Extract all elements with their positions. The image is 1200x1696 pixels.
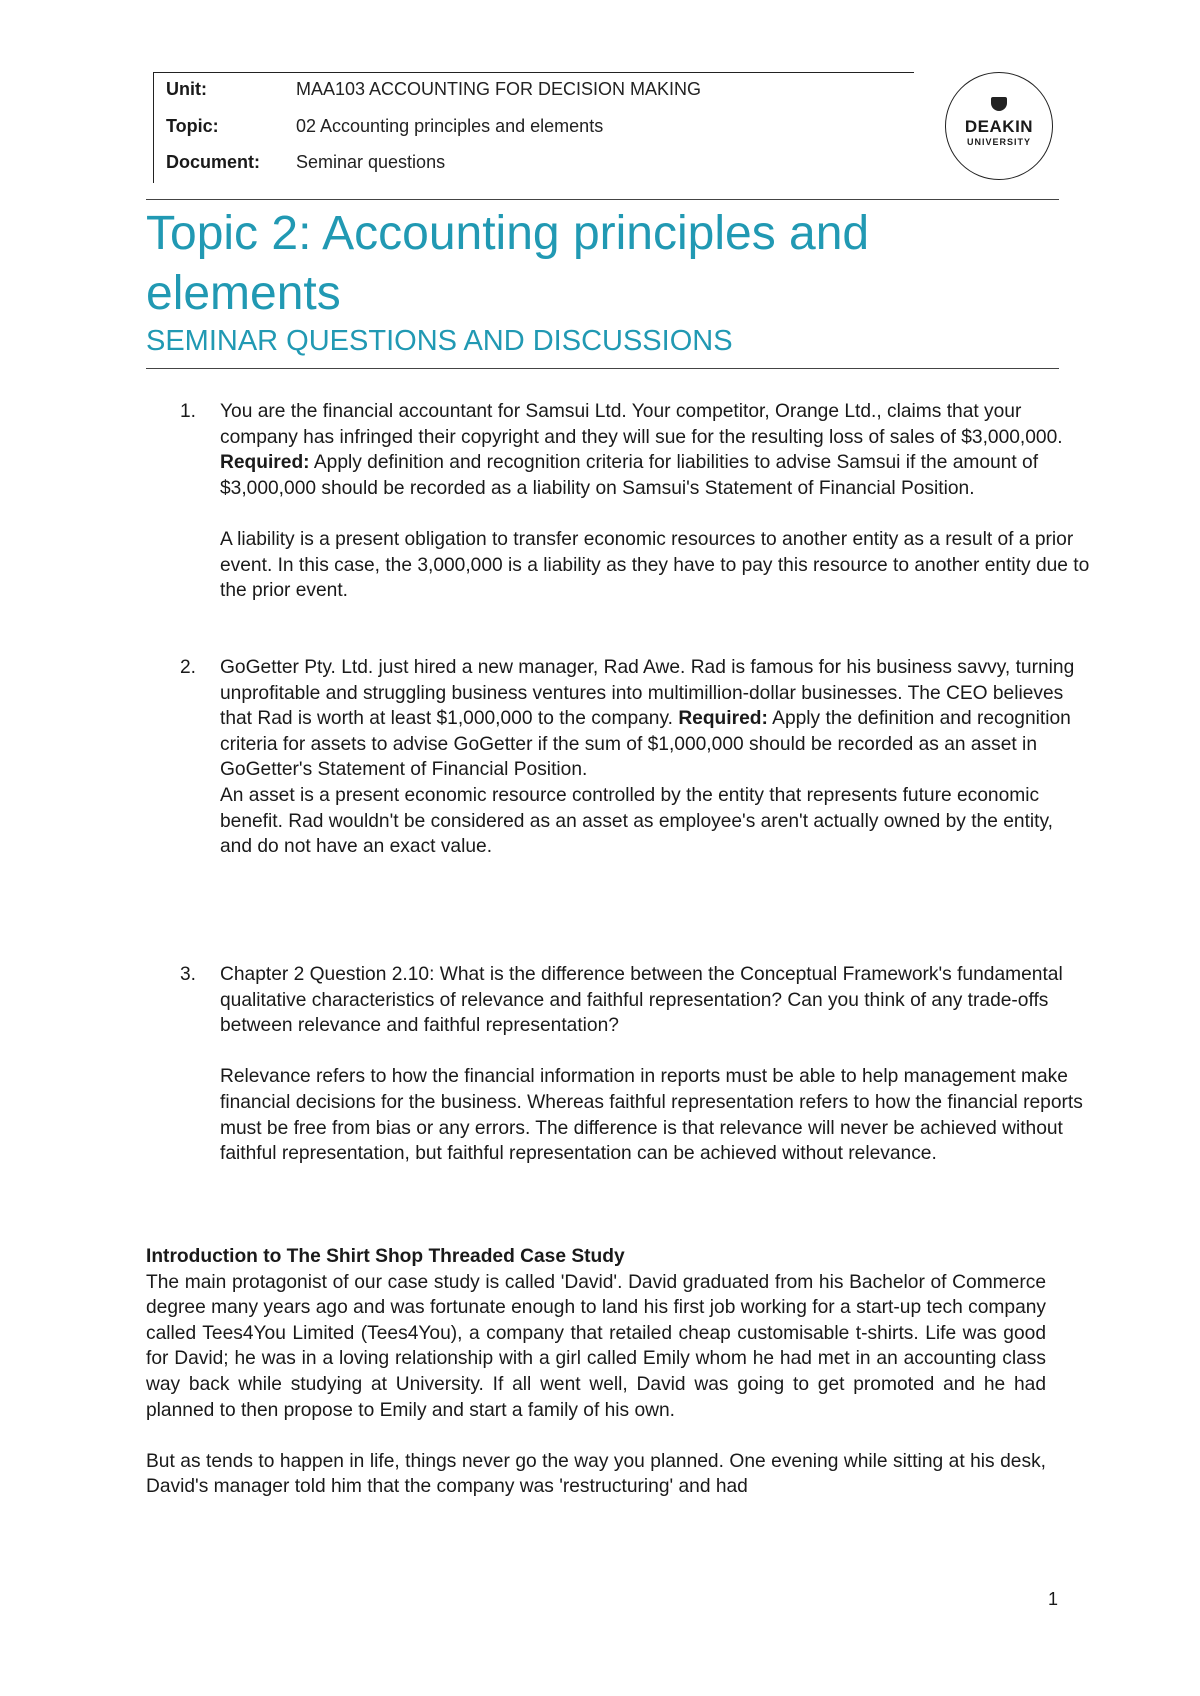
document-header-table (153, 72, 914, 183)
question-3-answer: Relevance refers to how the financial information in reports must be able to help management make financial decisions for the business. Whereas faithful representation refers to how the financial reports must be free from bias or any errors. The difference is that relevance will never be achieved without faithful representation, but faithful representation can be achieved without relevance. (220, 1066, 1083, 1165)
question-1-number: 1. (180, 401, 197, 422)
page-title: Topic 2: Accounting principles and elements (146, 207, 870, 320)
required-label: Required: (220, 452, 310, 474)
question-1 (220, 399, 1090, 604)
document-label: Document: (166, 152, 260, 172)
title-divider (146, 368, 1059, 369)
question-3-number: 3. (180, 964, 197, 985)
question-1-answer: A liability is a present obligation to transfer economic resources to another entity as a result of a prior event. In this case, the 3,000,000 is a liability as they have to pay this resource to another entity due to the prior event. (220, 528, 1090, 602)
unit-value: MAA103 ACCOUNTING FOR DECISION MAKING (296, 79, 702, 99)
logo-name: DEAKIN (964, 117, 1034, 136)
question-2-text-start: GoGetter Pty. Ltd. just hired a new manager, Rad Awe. Rad is famous for his business savvy, turning unprofitable and struggling business ventures into multimillion-dollar businesses. The CEO believes that Rad is worth at least $1,000,000 to the company. (220, 657, 1075, 730)
page-number: 1 (1048, 1589, 1059, 1609)
page-subtitle: SEMINAR QUESTIONS AND DISCUSSIONS (146, 325, 733, 357)
question-1-text-start: You are the financial accountant for Samsui Ltd. Your competitor, Orange Ltd., claims that your company has infringed their copyright and they will sue for the resulting loss of sales of $3,000,000. (220, 401, 1063, 448)
question-2-text (220, 655, 1090, 783)
case-study-heading: Introduction to The Shirt Shop Threaded Case Study (146, 1246, 625, 1267)
question-2-number: 2. (180, 657, 197, 678)
header-divider (146, 199, 1059, 200)
question-1-text-end: Apply definition and recognition criteria for liabilities to advise Samsui if the amount of $3,000,000 should be recorded as a liability on Samsui's Statement of Financial Position. (220, 452, 1039, 499)
topic-value: 02 Accounting principles and elements (296, 116, 604, 136)
case-study-paragraph-1: The main protagonist of our case study is called 'David'. David graduated from his Bachelor of Commerce degree many years ago and was fortunate enough to land his first job working for a start-up tech company called Tees4You Limited (Tees4You), a company that retailed cheap customisable t-shirts. Life was good for David; he was in a loving relationship with a girl called Emily whom he had met in an accounting class way back while studying at University. If all went well, David was going to get promoted and he had planned to then propose to Emily and start a family of his own. (146, 1271, 1046, 1421)
question-2-answer: An asset is a present economic resource controlled by the entity that represents future economic benefit. Rad wouldn't be considered as an asset as employee's aren't actually owned by the entity, and do not have an exact value. (220, 784, 1053, 858)
topic-label: Topic: (166, 116, 219, 136)
required-label: Required: (678, 708, 768, 730)
shield-icon (991, 97, 1007, 111)
unit-label: Unit: (166, 79, 207, 99)
deakin-logo (945, 72, 1053, 180)
question-2 (220, 655, 1090, 860)
document-value: Seminar questions (296, 152, 446, 172)
question-2-text-end: Apply the definition and recognition criteria for assets to advise GoGetter if the sum of $1,000,000 should be recorded as an asset in GoGetter's Statement of Financial Position. (220, 708, 1071, 781)
question-3 (220, 962, 1090, 1167)
question-3-text: Chapter 2 Question 2.10: What is the difference between the Conceptual Framework's fundamental qualitative characteristics of relevance and faithful representation? Can you think of any trade-offs between relevance and faithful representation? (220, 964, 1063, 1037)
logo-subtitle: UNIVERSITY (966, 137, 1031, 147)
question-1-text (220, 399, 1090, 501)
case-study-intro (146, 1244, 1046, 1500)
case-study-paragraph-2: But as tends to happen in life, things never go the way you planned. One evening while sitting at his desk, David's manager told him that the company was 'restructuring' and had (146, 1450, 1046, 1498)
